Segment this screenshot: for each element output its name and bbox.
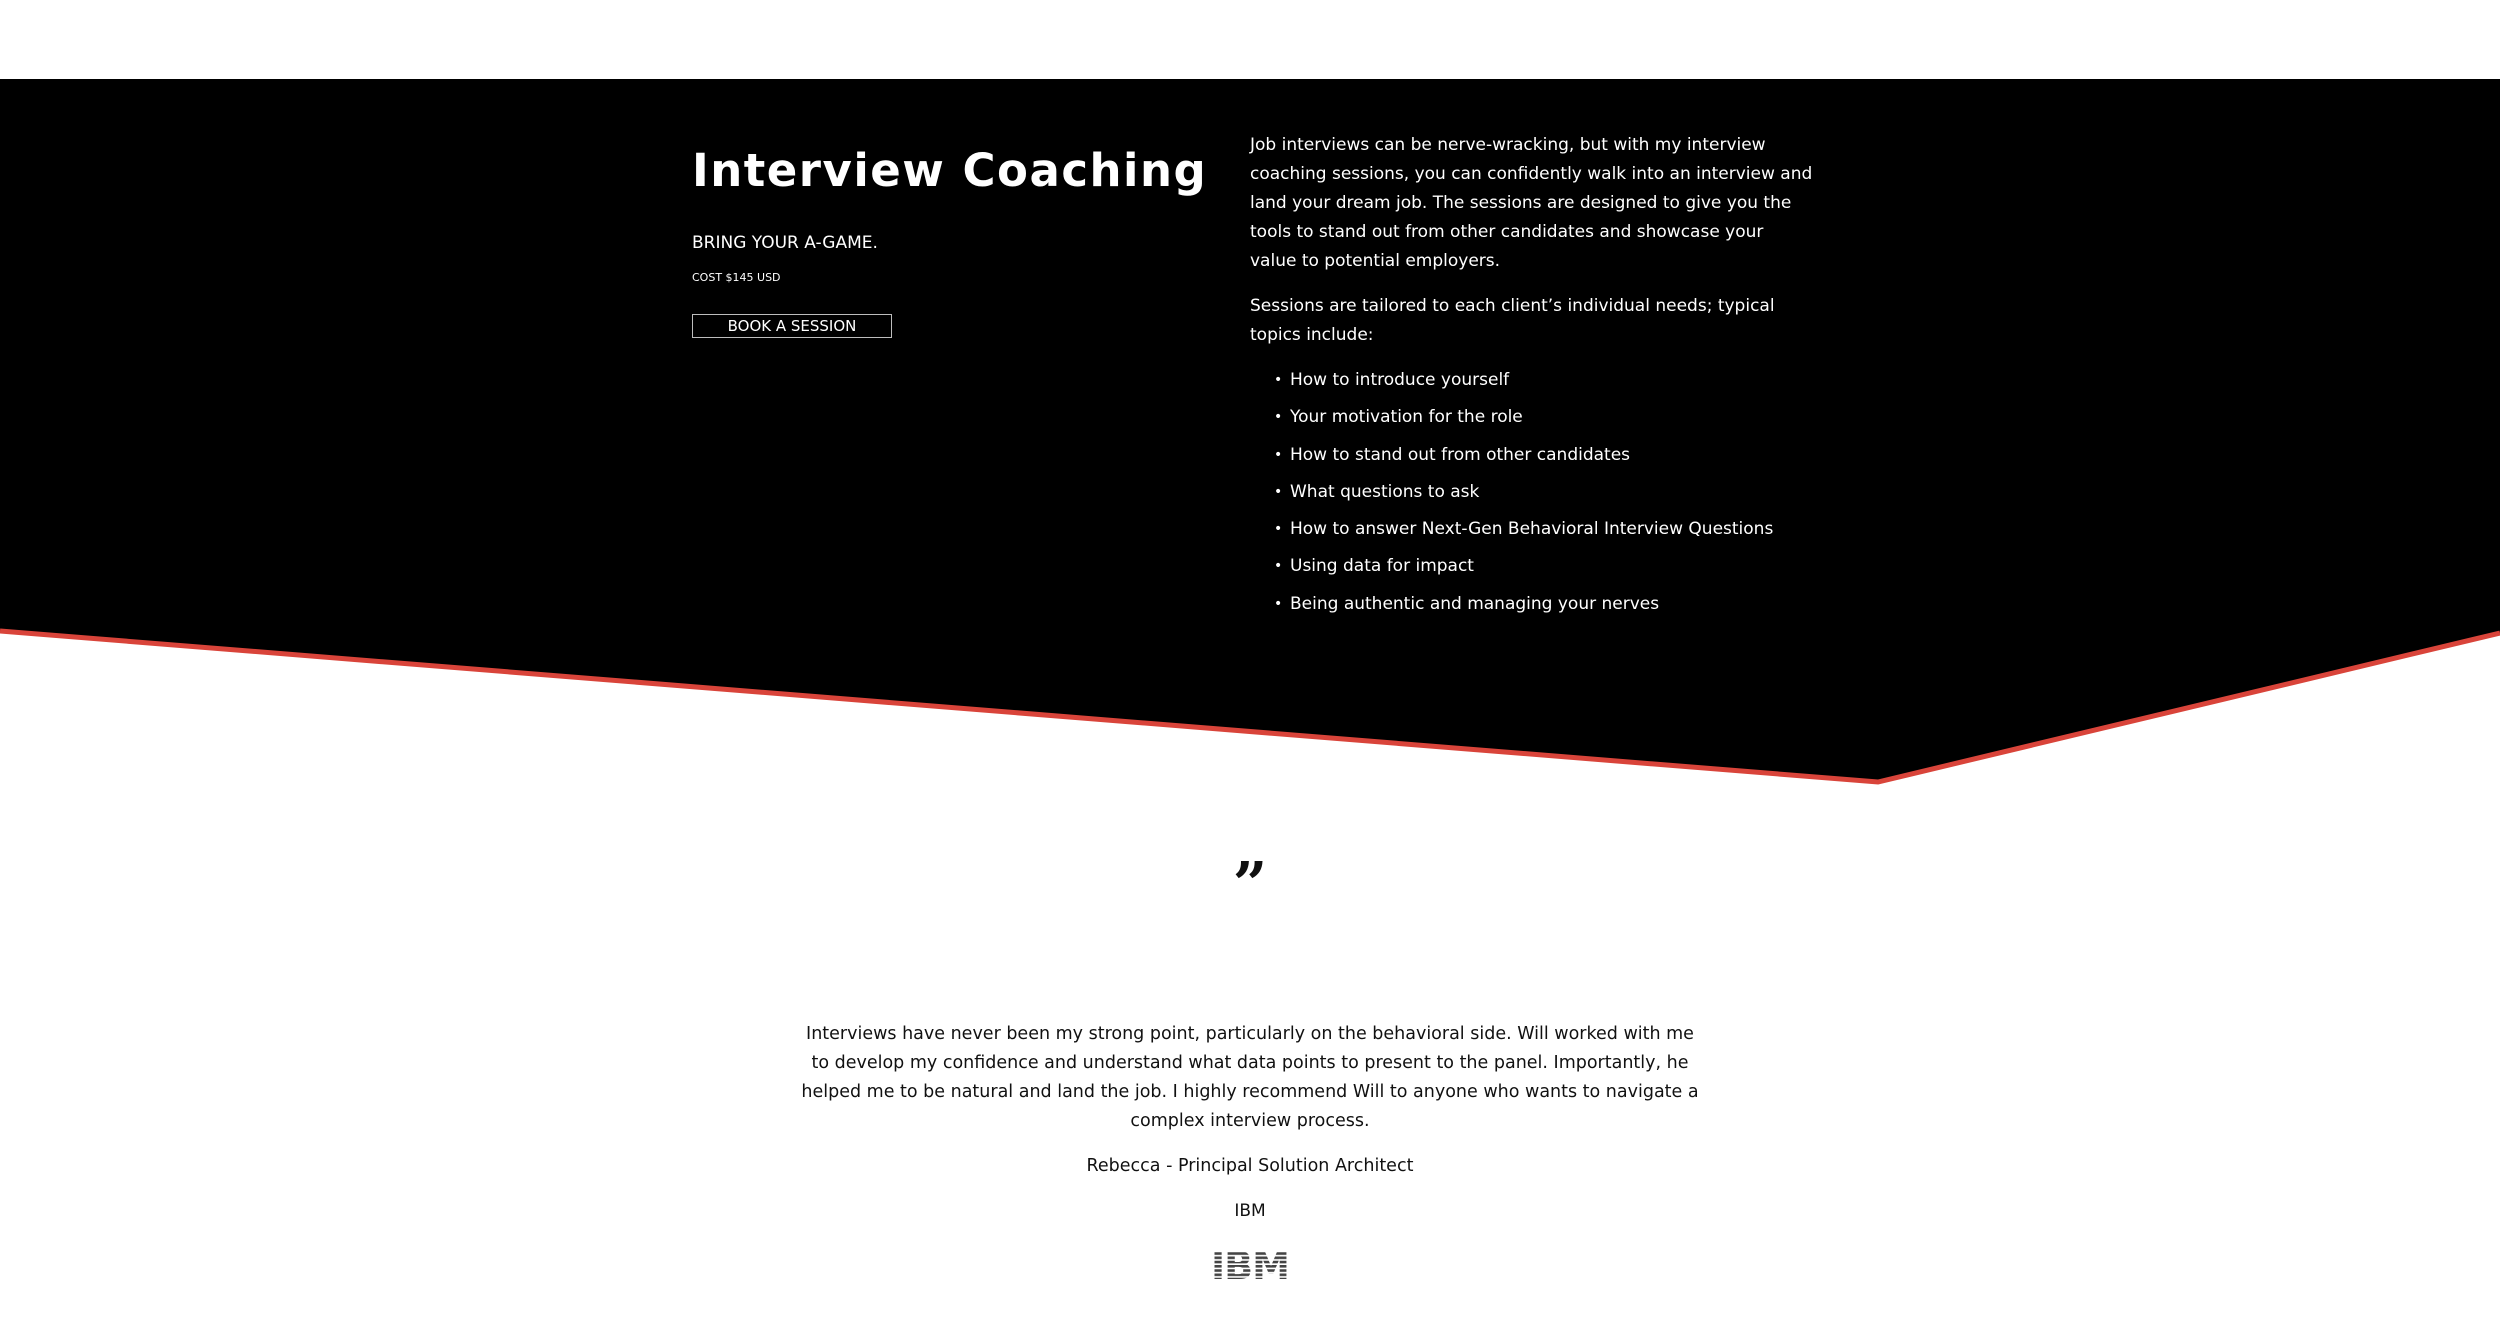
bullet-icon: • — [1274, 483, 1283, 500]
topic-label: How to answer Next-Gen Behavioral Interview Questions — [1290, 519, 1774, 540]
bullet-icon: • — [1274, 595, 1283, 612]
session-cost: COST $145 USD — [692, 271, 781, 284]
page-title: Interview Coaching — [692, 144, 1208, 197]
testimonial-author: Rebecca - Principal Solution Architect — [1086, 1156, 1414, 1176]
coaching-summary — [692, 144, 1208, 335]
ibm-logo-text: IBM — [1211, 1248, 1289, 1282]
coaching-description — [1250, 131, 1815, 627]
list-item — [1274, 590, 1815, 627]
list-item — [1274, 366, 1815, 403]
bullet-icon: • — [1274, 446, 1283, 463]
topics-intro: Sessions are tailored to each client’s individual needs; typical topics include: — [1250, 296, 1775, 345]
bullet-icon: • — [1274, 558, 1283, 575]
list-item — [1274, 515, 1815, 552]
topic-label: Using data for impact — [1290, 556, 1474, 577]
bullet-icon: • — [1274, 409, 1283, 426]
topics-list — [1250, 366, 1815, 627]
testimonial — [0, 850, 2500, 1282]
book-session-button[interactable]: BOOK A SESSION — [692, 314, 892, 338]
testimonial-company: IBM — [1234, 1201, 1266, 1221]
topic-label: How to stand out from other candidates — [1290, 444, 1631, 465]
bullet-icon: • — [1274, 372, 1283, 388]
intro-paragraph: Job interviews can be nerve-wracking, but with my interview coaching sessions, you can confidently walk into an interview and land your dream job. The sessions are designed to give you the tools to stand out from other candidates and showcase your value to potential employers. — [1250, 135, 1813, 271]
topic-label: What questions to ask — [1290, 481, 1480, 502]
list-item — [1274, 403, 1815, 440]
topic-label: Being authentic and managing your nerves — [1290, 593, 1660, 614]
list-item — [1274, 441, 1815, 478]
list-item — [1274, 478, 1815, 515]
ibm-logo — [1210, 1248, 1290, 1282]
tagline: BRING YOUR A-GAME. — [692, 233, 878, 253]
quote-icon: ” — [1232, 850, 1268, 920]
topic-label: Your motivation for the role — [1290, 407, 1523, 428]
testimonial-text: Interviews have never been my strong point, particularly on the behavioral side. Will worked with me to develop my confidence and understand what data points to present to the panel. Importantly, he helped me to be natural and land the job. I highly recommend Will to anyone who wants to navigate a complex interview process. — [801, 1024, 1699, 1131]
topic-label: How to introduce yourself — [1290, 370, 1510, 390]
list-item — [1274, 552, 1815, 589]
bullet-icon: • — [1274, 521, 1283, 538]
